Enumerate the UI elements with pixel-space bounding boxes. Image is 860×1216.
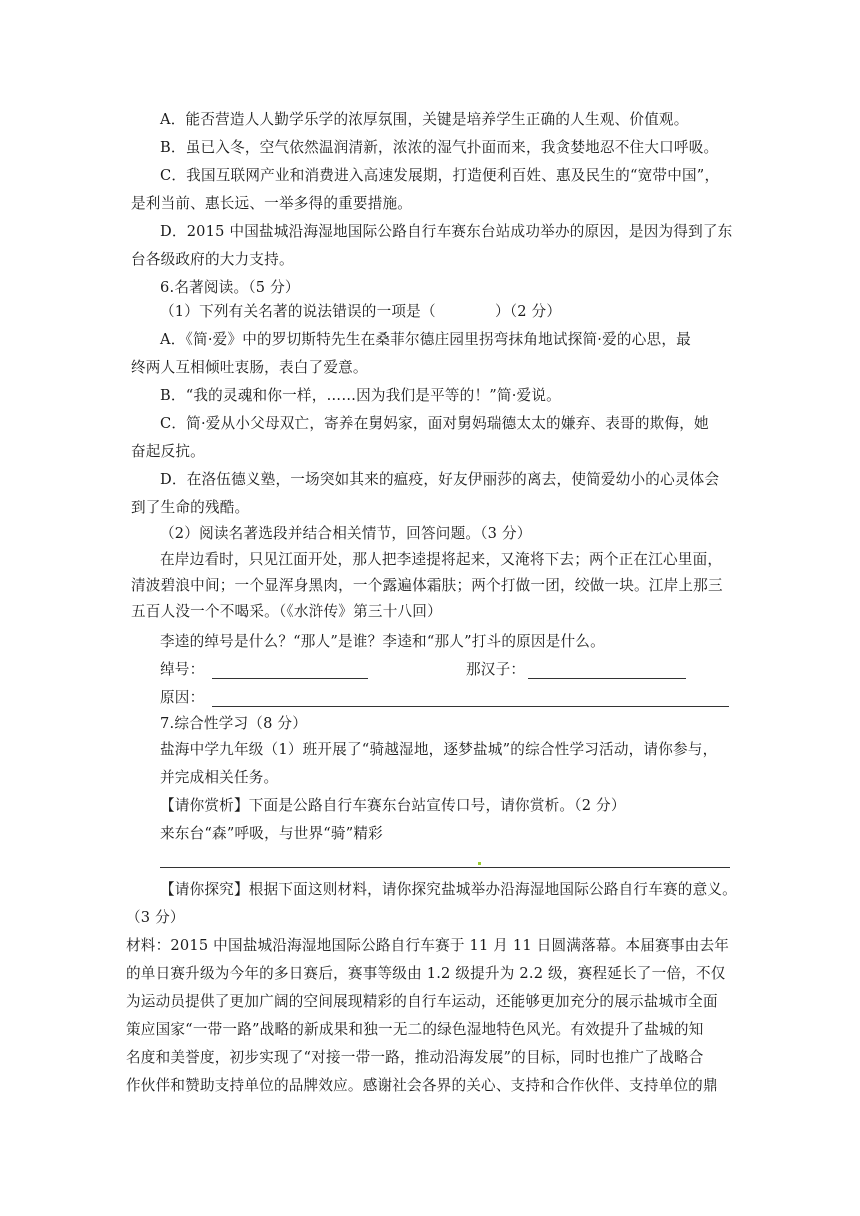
q6-part1-option-c-line1: C．简·爱从小父母双亡，寄养在舅妈家，面对舅妈瑞德太太的嫌弃、表哥的欺侮，她 xyxy=(160,415,709,432)
q6-passage-line1: 在岸边看时，只见江面开处，那人把李逵提将起来，又淹将下去；两个正在江心里面， xyxy=(160,551,723,568)
q7-material-line2: 的单日赛升级为今年的多日赛后，赛事等级由 1.2 级提升为 2.2 级，赛程延长了一倍，不仅 xyxy=(126,965,726,982)
green-mark xyxy=(478,862,481,865)
nickname-label: 绰号： xyxy=(160,661,205,678)
q6-passage-line2: 清波碧浪中间；一个显浑身黑肉，一个露遍体霜肤；两个打做一团，绞做一块。江岸上那三 xyxy=(131,577,723,594)
q7-intro-line2: 并完成相关任务。 xyxy=(160,769,279,786)
nickname-answer-line[interactable] xyxy=(212,678,368,679)
q7-material-line3: 为运动员提供了更加广阔的空间展现精彩的自行车运动，还能够更加充分的展示盐城市全面 xyxy=(126,993,718,1010)
q6-part1-option-c-line2: 奋起反抗。 xyxy=(131,443,205,460)
q6-part1-option-d-line1: D．在洛伍德义塾，一场突如其来的瘟疫，好友伊丽莎的离去，使简爱幼小的心灵体会 xyxy=(160,471,720,488)
appreciate-answer-line[interactable] xyxy=(160,867,730,868)
q5-option-c-line2: 是利当前、惠长远、一举多得的重要措施。 xyxy=(131,195,413,212)
q6-passage-line3: 五百人没一个不喝采。（《水浒传》第三十八回） xyxy=(131,603,442,620)
q7-intro-line1: 盐海中学九年级（1）班开展了“骑越湿地，逐梦盐城”的综合性学习活动，请你参与， xyxy=(160,741,718,758)
q7-task-appreciate: 【请你赏析】下面是公路自行车赛东台站宣传口号，请你赏析。（2 分） xyxy=(160,797,626,814)
q5-option-a: A．能否营造人人勤学乐学的浓厚氛围，关键是培养学生正确的人生观、价值观。 xyxy=(160,111,689,128)
q7-task-explore-line1: 【请你探究】根据下面这则材料，请你探究盐城举办沿海湿地国际公路自行车赛的意义。 xyxy=(160,881,737,898)
q5-option-d-line1: D．2015 中国盐城沿海湿地国际公路自行车赛东台站成功举办的原因，是因为得到了东 xyxy=(160,223,733,240)
man-answer-line[interactable] xyxy=(528,678,686,679)
q5-option-c-line1: C．我国互联网产业和消费进入高速发展期，打造便利百姓、惠及民生的“宽带中国”， xyxy=(160,167,720,184)
q6-question: 李逵的绰号是什么？“那人”是谁？李逵和“那人”打斗的原因是什么。 xyxy=(160,633,605,650)
reason-answer-line[interactable] xyxy=(212,706,729,707)
q6-part1-option-b: B．“我的灵魂和你一样，……因为我们是平等的！”简·爱说。 xyxy=(160,387,561,404)
q5-option-b: B．虽已入冬，空气依然温润清新，浓浓的湿气扑面而来，我贪婪地忍不住大口呼吸。 xyxy=(160,139,719,156)
reason-label: 原因： xyxy=(160,689,205,706)
q6-part1-option-a-line1: A．《简·爱》中的罗切斯特先生在桑菲尔德庄园里拐弯抹角地试探简·爱的心思，最 xyxy=(160,331,691,348)
q7-material-line4: 策应国家“一带一路”战略的新成果和独一无二的绿色湿地特色风光。有效提升了盐城的知 xyxy=(126,1021,704,1038)
man-label: 那汉子： xyxy=(466,661,526,678)
q6-part2-stem: （2）阅读名著选段并结合相关情节，回答问题。（3 分） xyxy=(160,525,532,542)
q7-slogan: 来东台“森”呼吸，与世界“骑”精彩 xyxy=(160,825,383,842)
q5-option-d-line2: 台各级政府的大力支持。 xyxy=(131,251,294,268)
q7-material-line5: 名度和美誉度，初步实现了“对接一带一路，推动沿海发展”的目标，同时也推广了战略合 xyxy=(126,1049,704,1066)
q6-part1-option-d-line2: 到了生命的残酷。 xyxy=(131,499,250,516)
q7-material-line1: 材料：2015 中国盐城沿海湿地国际公路自行车赛于 11 月 11 日圆满落幕。本届赛事由去年 xyxy=(126,937,730,954)
q7-title: 7.综合性学习（8 分） xyxy=(160,715,307,732)
q7-task-explore-line2: （3 分） xyxy=(126,909,185,926)
q7-material-line6: 作伙伴和赞助支持单位的品牌效应。感谢社会各界的关心、支持和合作伙伴、支持单位的鼎 xyxy=(126,1077,718,1094)
q6-part1-option-a-line2: 终两人互相倾吐衷肠，表白了爱意。 xyxy=(131,359,368,376)
q6-title: 6.名著阅读。（5 分） xyxy=(160,279,300,296)
q6-part1-stem: （1）下列有关名著的说法错误的一项是（ ）（2 分） xyxy=(160,303,562,320)
